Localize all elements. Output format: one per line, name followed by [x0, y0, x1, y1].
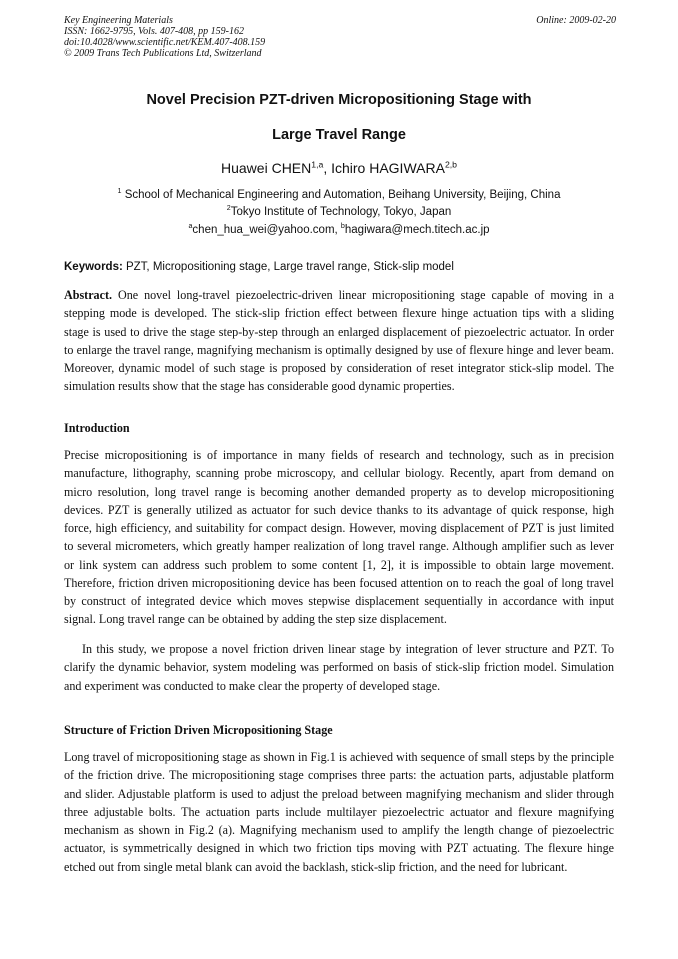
journal-copyright: © 2009 Trans Tech Publications Ltd, Switzerland	[64, 48, 262, 59]
author-1: Huawei CHEN	[221, 160, 312, 176]
abstract-paragraph	[64, 286, 614, 396]
paper-title-line-2: Large Travel Range	[272, 127, 406, 143]
author-emails	[64, 224, 614, 236]
affiliation-1-text: School of Mechanical Engineering and Automation, Beihang University, Beijing, China	[121, 189, 561, 201]
online-date: Online: 2009-02-20	[536, 15, 616, 26]
author-list	[64, 160, 614, 176]
author-separator: ,	[323, 160, 332, 176]
author-1-marker: 1,a	[311, 159, 324, 170]
email-b: hagiwara@mech.titech.ac.jp	[344, 224, 490, 236]
introduction-heading: Introduction	[64, 421, 130, 435]
affiliation-1-marker: 1	[117, 187, 122, 196]
journal-header	[64, 15, 616, 59]
author-2: Ichiro HAGIWARA	[331, 160, 445, 176]
abstract-label: Abstract.	[64, 288, 113, 302]
affiliation-2-marker: 2	[226, 204, 231, 213]
introduction-paragraph-2: In this study, we propose a novel friction driven linear stage by integration of lever structure and PZT. To clarify the dynamic behavior, system modeling was performed on basis of stick-slip friction model. Simulation and experiment was conducted to make clear the property of developed stage.	[64, 642, 614, 693]
introduction-paragraph-1: Precise micropositioning is of importance in many fields of research and technology, such as in precision manufacture, lithography, scanning probe microscopy, and cellular biology. Recently, apart from demand on micro resolution, long travel range is becoming another demanded property as to develop micropositioning devices. PZT is generally utilized as actuator for such device thanks to its advantage of quick response, high force, high efficiency, and suitability for compact design. However, moving displacement of PZT is just limited to several micrometers, which greatly hamper realization of long travel range. Although amplifier such as lever or link system can address such problem to some content [1, 2], it is impossible to obtain large movement. Therefore, friction driven micropositioning device has been focused attention on to reach the goal of long travel by construct of integrated device which moves stepwise displacement sequentially in accordance with input signal. Long travel range can be obtained by adding the step size displacement.	[64, 448, 614, 627]
keywords-label: Keywords:	[64, 261, 123, 273]
journal-name: Key Engineering Materials	[64, 15, 173, 26]
abstract-text: One novel long-travel piezoelectric-driven linear micropositioning stage capable of moving in a stepping mode is developed. The stick-slip friction effect between flexure hinge actuation tips with a sliding stage is used to drive the stage step-by-step through an enlarged displacement of piezoelectric actuator. In order to enlarge the travel range, magnifying mechanism is optimally designed by use of flexure hinge and lever beam. Moreover, dynamic model of such stage is proposed by consideration of reset integrator stick-slip model. The simulation results show that the stage has considerable good dynamic properties.	[64, 288, 614, 394]
affiliation-2	[64, 206, 614, 218]
keywords-line	[64, 261, 616, 273]
keywords-text: PZT, Micropositioning stage, Large travel range, Stick-slip model	[122, 261, 454, 273]
journal-doi: doi:10.4028/www.scientific.net/KEM.407-408.159	[64, 37, 266, 48]
email-a-marker: a	[188, 222, 193, 231]
structure-heading: Structure of Friction Driven Micropositioning Stage	[64, 723, 333, 737]
journal-issn: ISSN: 1662-9795, Vols. 407-408, pp 159-162	[64, 26, 244, 37]
author-2-marker: 2,b	[444, 159, 457, 170]
affiliation-2-text: Tokyo Institute of Technology, Tokyo, Japan	[230, 206, 452, 218]
structure-paragraph-1: Long travel of micropositioning stage as shown in Fig.1 is achieved with sequence of small steps by the principle of the friction drive. The micropositioning stage comprises three parts: the actuation parts, adjustable platform and slider. Adjustable platform is used to adjust the preload between magnifying mechanism and slider through three adjustable bolts. The actuation parts include multilayer piezoelectric actuator and flexure magnifying mechanism as shown in Fig.2 (a). Magnifying mechanism used to amplify the length change of piezoelectric actuator, is symmetrically designed in which two friction tips moving with PZT actuating. The flexure hinge etched out from single metal blank can avoid the backlash, stick-slip friction, and the need for lubricant.	[64, 750, 614, 874]
affiliation-1	[64, 189, 614, 201]
email-a: chen_hua_wei@yahoo.com,	[192, 224, 341, 236]
email-b-marker: b	[340, 222, 345, 231]
paper-title-line-1: Novel Precision PZT-driven Micropositioning Stage with	[146, 92, 532, 108]
